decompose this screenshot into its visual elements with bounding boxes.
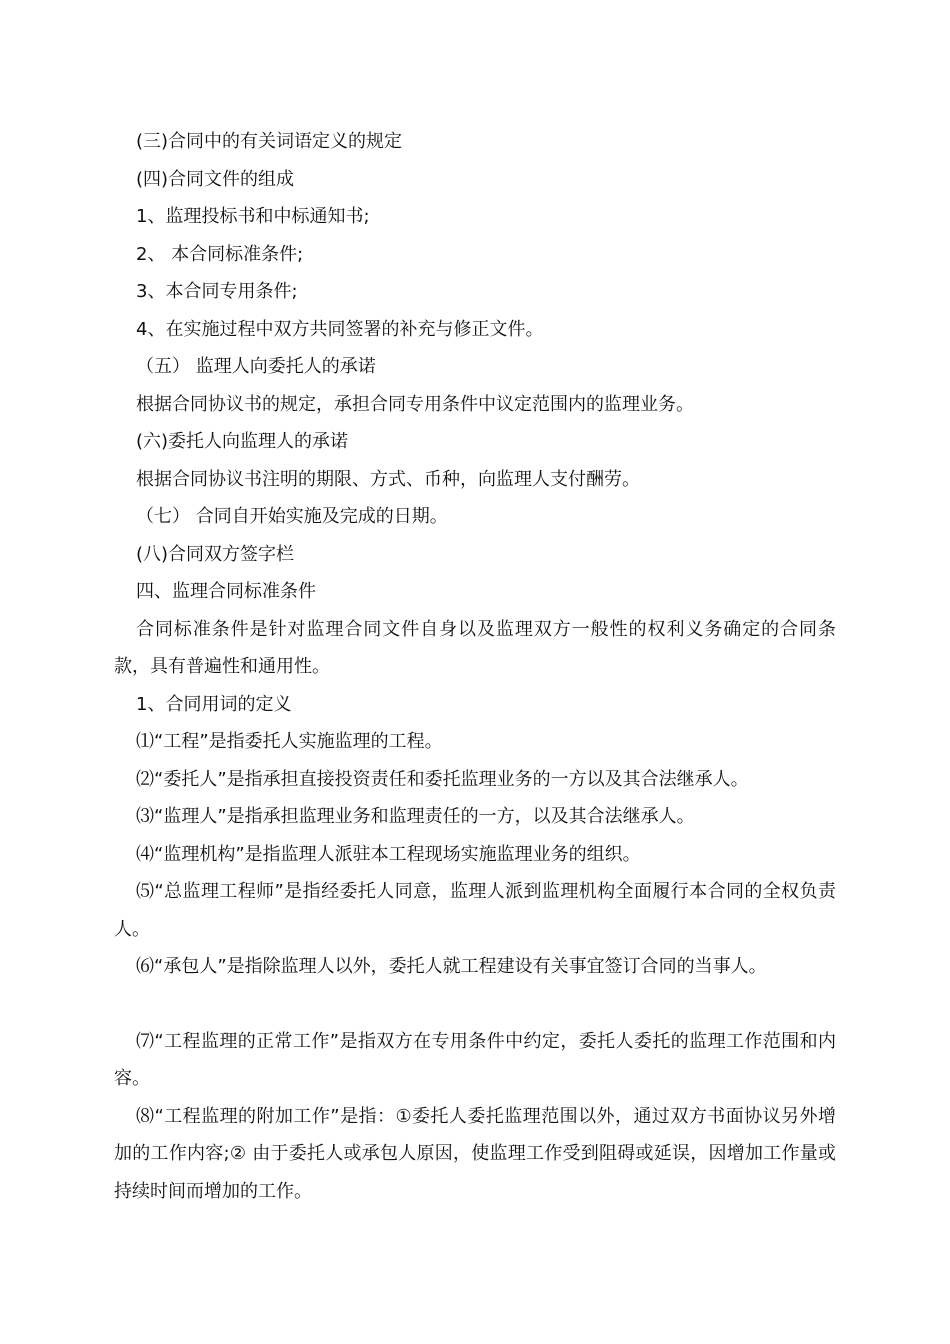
- paragraph: 根据合同协议书注明的期限、方式、币种，向监理人支付酬劳。: [136, 468, 640, 490]
- list-item: 2、 本合同标准条件;: [136, 243, 304, 265]
- paragraph: 根据合同协议书的规定，承担合同专用条件中议定范围内的监理业务。: [136, 393, 694, 415]
- definition-item: ⑻“工程监理的附加工作”是指：①委托人委托监理范围以外，通过双方书面协议另外增加的工作内容;② 由于委托人或承包人原因，使监理工作受到阻碍或延误，因增加工作量或持续时间而增加的工作。: [114, 1105, 836, 1202]
- section-heading-7: （七） 合同自开始实施及完成的日期。: [136, 506, 448, 527]
- paragraph-standard-conditions: 合同标准条件是针对监理合同文件自身以及监理双方一般性的权利义务确定的合同条款，具有普遍性和通用性。: [114, 618, 836, 677]
- list-item: 3、本合同专用条件;: [136, 281, 298, 302]
- list-item: 4、在实施过程中双方共同签署的补充与修正文件。: [136, 318, 544, 340]
- section-heading-6: (六)委托人向监理人的承诺: [136, 431, 349, 452]
- section-heading-3: (三)合同中的有关词语定义的规定: [136, 131, 403, 152]
- definitions-heading: 1、合同用词的定义: [136, 693, 292, 715]
- document-body: [114, 123, 836, 1210]
- definition-item: ⑶“监理人”是指承担监理业务和监理责任的一方，以及其合法继承人。: [136, 806, 695, 827]
- definition-item: ⑵“委托人”是指承担直接投资责任和委托监理业务的一方以及其合法继承人。: [136, 768, 749, 790]
- chapter-heading: 四、监理合同标准条件: [136, 581, 316, 602]
- definition-item: ⑸“总监理工程师”是指经委托人同意，监理人派到监理机构全面履行本合同的全权负责人。: [114, 881, 836, 940]
- definition-item: ⑴“工程”是指委托人实施监理的工程。: [136, 731, 443, 752]
- section-heading-5: （五） 监理人向委托人的承诺: [136, 356, 376, 377]
- definition-item: ⑷“监理机构”是指监理人派驻本工程现场实施监理业务的组织。: [136, 843, 641, 865]
- list-item: 1、监理投标书和中标通知书;: [136, 206, 370, 227]
- section-heading-4: (四)合同文件的组成: [136, 168, 295, 190]
- definition-item: ⑹“承包人”是指除监理人以外，委托人就工程建设有关事宜签订合同的当事人。: [136, 956, 767, 977]
- section-heading-8: (八)合同双方签字栏: [136, 543, 295, 565]
- blank-line: [114, 986, 836, 1023]
- definition-item: ⑺“工程监理的正常工作”是指双方在专用条件中约定，委托人委托的监理工作范围和内容。: [114, 1030, 836, 1089]
